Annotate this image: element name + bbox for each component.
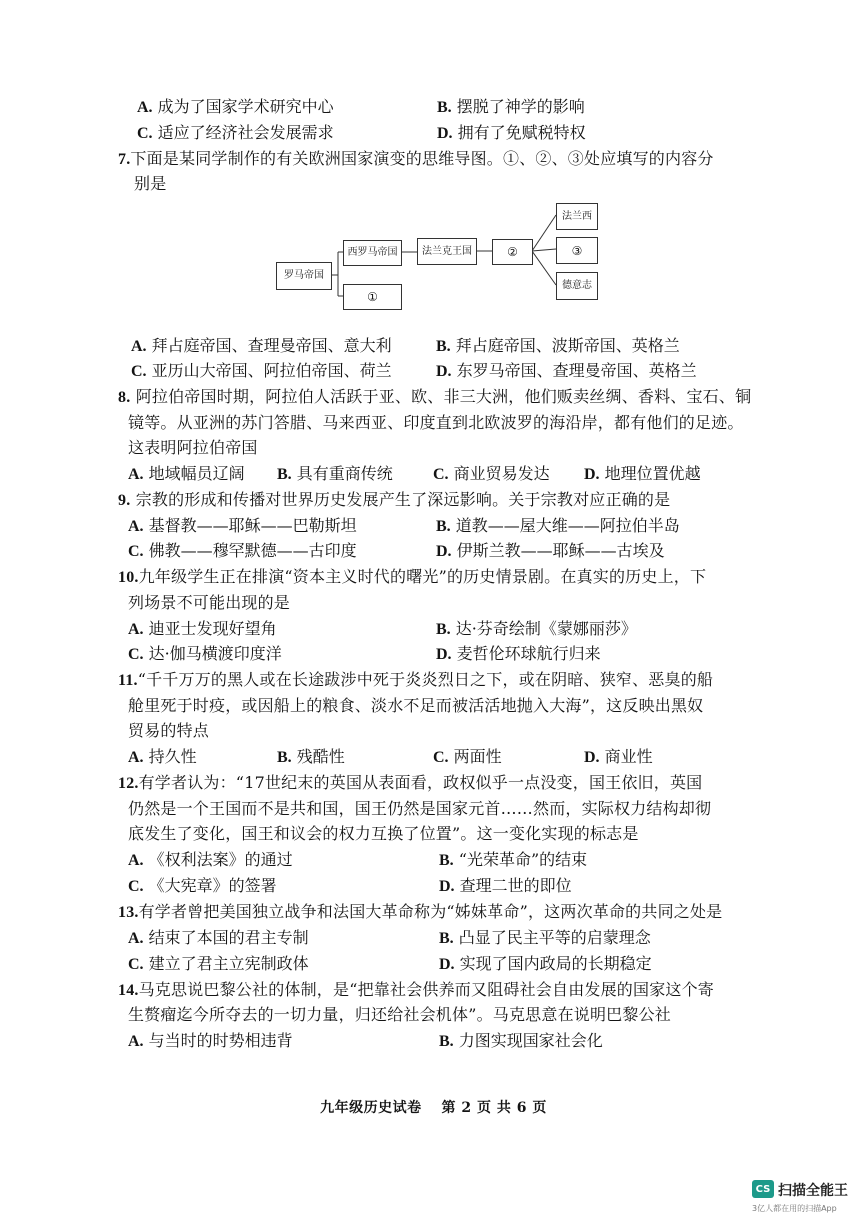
q7-option-b: B. 拜占庭帝国、波斯帝国、英格兰 <box>436 336 680 355</box>
q12-option-b: B. “光荣革命”的结束 <box>439 850 588 869</box>
q7-stem-line2: 别是 <box>134 174 167 193</box>
q14-option-a: A. 与当时的时势相违背 <box>128 1031 293 1050</box>
mindmap-box-germany: 德意志 <box>556 272 598 300</box>
q6-option-d: D. 拥有了免赋税特权 <box>437 123 586 142</box>
q8-stem-line3: 这表明阿拉伯帝国 <box>128 438 258 457</box>
mindmap-box-roman-empire: 罗马帝国 <box>276 262 332 290</box>
q8-option-a: A. 地域幅员辽阔 <box>128 464 245 483</box>
q9-option-a: A. 基督教——耶稣——巴勒斯坦 <box>128 516 357 535</box>
q14-stem-line1: 14.马克思说巴黎公社的体制，是“把靠社会供养而又阻碍社会自由发展的国家这个寄 <box>118 980 714 999</box>
mindmap-box-france: 法兰西 <box>556 203 598 230</box>
q13-option-b: B. 凸显了民主平等的启蒙理念 <box>439 928 651 947</box>
q8-stem-line2: 镜等。从亚洲的苏门答腊、马来西亚、印度直到北欧波罗的海沿岸，都有他们的足迹。 <box>128 413 744 432</box>
q8-option-d: D. 地理位置优越 <box>584 464 701 483</box>
q6-option-b: B. 摆脱了神学的影响 <box>437 97 585 116</box>
mindmap-box-blank1: ① <box>343 284 402 310</box>
page-footer: 九年级历史试卷 第 2 页 共 6 页 <box>320 1100 547 1116</box>
q10-stem-line2: 列场景不可能出现的是 <box>128 593 291 612</box>
q14-option-b: B. 力图实现国家社会化 <box>439 1031 603 1050</box>
q11-stem-line1: 11.“千千万万的黑人或在长途跋涉中死于炎炎烈日之下，或在阴暗、狭窄、恶臭的船 <box>118 670 714 689</box>
q7-option-d: D. 东罗马帝国、查理曼帝国、英格兰 <box>436 361 697 380</box>
q10-stem-line1: 10.九年级学生正在排演“资本主义时代的曙光”的历史情景剧。在真实的历史上，下 <box>118 567 707 586</box>
q13-option-d: D. 实现了国内政局的长期稳定 <box>439 954 652 973</box>
mindmap-box-frankish: 法兰克王国 <box>417 238 477 265</box>
q8-stem-line1: 8. 阿拉伯帝国时期，阿拉伯人活跃于亚、欧、非三大洲，他们贩卖丝绸、香料、宝石、铜 <box>118 387 752 406</box>
q9-option-b: B. 道教——屋大维——阿拉伯半岛 <box>436 516 680 535</box>
q13-stem-line1: 13.有学者曾把美国独立战争和法国大革命称为“姊妹革命”，这两次革命的共同之处是 <box>118 902 723 921</box>
q10-option-c: C. 达·伽马横渡印度洋 <box>128 644 282 663</box>
q6-option-a: A. 成为了国家学术研究中心 <box>137 97 334 116</box>
q9-option-c: C. 佛教——穆罕默德——古印度 <box>128 541 357 560</box>
q11-stem-line3: 贸易的特点 <box>128 721 210 740</box>
mindmap-box-western-roman: 西罗马帝国 <box>343 240 402 266</box>
q11-option-b: B. 残酷性 <box>277 747 345 766</box>
q12-option-c: C. 《大宪章》的签署 <box>128 876 277 895</box>
camscanner-name: 扫描全能王 <box>778 1183 848 1199</box>
camscanner-logo-icon: CS <box>752 1180 774 1198</box>
q11-option-d: D. 商业性 <box>584 747 653 766</box>
mindmap-connectors <box>0 0 867 340</box>
q8-option-c: C. 商业贸易发达 <box>433 464 550 483</box>
q7-option-c: C. 亚历山大帝国、阿拉伯帝国、荷兰 <box>131 361 392 380</box>
q9-stem-line1: 9. 宗教的形成和传播对世界历史发展产生了深远影响。关于宗教对应正确的是 <box>118 490 671 509</box>
mindmap-box-blank3: ③ <box>556 237 598 264</box>
q7-stem-line1: 7.下面是某同学制作的有关欧洲国家演变的思维导图。①、②、③处应填写的内容分 <box>118 149 714 168</box>
q14-stem-line2: 生赘瘤迄今所夺去的一切力量，归还给社会机体”。马克思意在说明巴黎公社 <box>128 1005 671 1024</box>
q11-option-a: A. 持久性 <box>128 747 197 766</box>
q10-option-b: B. 达·芬奇绘制《蒙娜丽莎》 <box>436 619 637 638</box>
mindmap-box-blank2: ② <box>492 239 533 265</box>
q12-stem-line3: 底发生了变化，国王和议会的权力互换了位置”。这一变化实现的标志是 <box>128 824 639 843</box>
q10-option-a: A. 迪亚士发现好望角 <box>128 619 277 638</box>
q13-option-c: C. 建立了君主立宪制政体 <box>128 954 309 973</box>
camscanner-tagline: 3亿人都在用的扫描App <box>752 1204 837 1213</box>
q12-option-d: D. 查理二世的即位 <box>439 876 572 895</box>
q11-option-c: C. 两面性 <box>433 747 502 766</box>
q8-option-b: B. 具有重商传统 <box>277 464 393 483</box>
q6-option-c: C. 适应了经济社会发展需求 <box>137 123 334 142</box>
q7-option-a: A. 拜占庭帝国、查理曼帝国、意大利 <box>131 336 392 355</box>
q12-option-a: A. 《权利法案》的通过 <box>128 850 293 869</box>
q10-option-d: D. 麦哲伦环球航行归来 <box>436 644 601 663</box>
q11-stem-line2: 舱里死于时疫，或因船上的粮食、淡水不足而被活活地抛入大海”，这反映出黑奴 <box>128 696 704 715</box>
q12-stem-line2: 仍然是一个王国而不是共和国，国王仍然是国家元首……然而，实际权力结构却彻 <box>128 799 712 818</box>
q9-option-d: D. 伊斯兰教——耶稣——古埃及 <box>436 541 665 560</box>
q13-option-a: A. 结束了本国的君主专制 <box>128 928 309 947</box>
q12-stem-line1: 12.有学者认为：“17世纪末的英国从表面看，政权似乎一点没变，国王依旧，英国 <box>118 773 703 792</box>
